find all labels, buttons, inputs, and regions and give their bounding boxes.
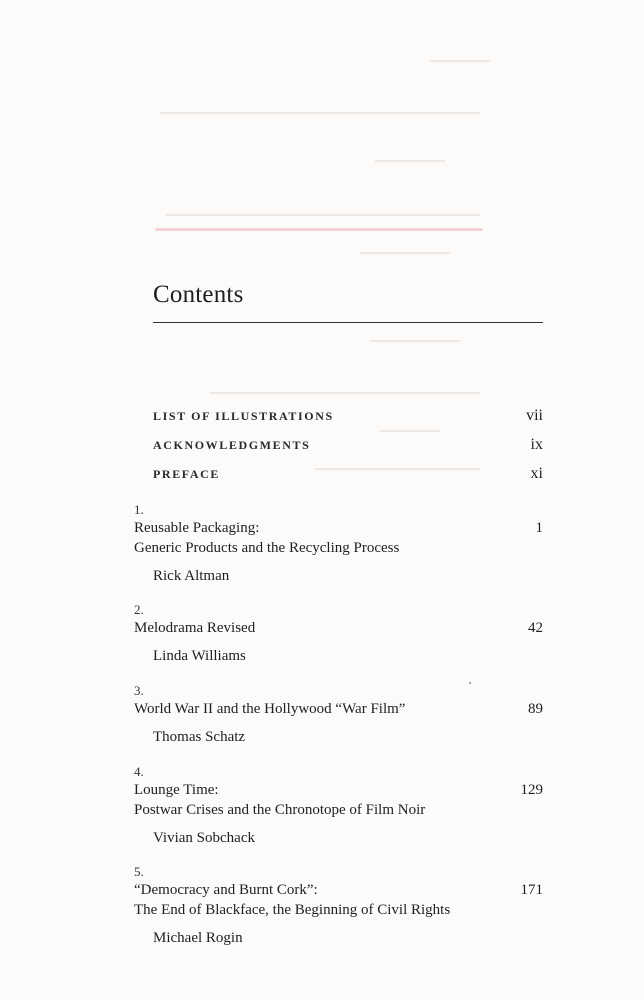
paper-speck xyxy=(469,682,471,684)
chapter-entry xyxy=(134,864,543,948)
chapter-title-line: Melodrama Revised xyxy=(134,620,256,636)
chapter-title xyxy=(134,699,543,719)
front-matter-row xyxy=(153,438,543,458)
chapter-number: 5. xyxy=(134,864,144,879)
bleed-through-line xyxy=(375,160,445,162)
chapter-page-number: 171 xyxy=(520,882,543,898)
chapter-author: Vivian Sobchack xyxy=(153,830,255,846)
front-matter-page: vii xyxy=(526,407,543,424)
bleed-through-line xyxy=(370,340,460,342)
chapter-title-line: Reusable Packaging: xyxy=(134,520,260,536)
front-matter-page: xi xyxy=(530,465,543,482)
title-rule xyxy=(153,322,543,323)
chapter-entry xyxy=(134,764,543,848)
chapter-author: Thomas Schatz xyxy=(153,729,246,745)
page-title: Contents xyxy=(153,281,244,308)
chapter-title-line: Postwar Crises and the Chronotope of Film Noir xyxy=(134,802,426,818)
chapter-number: 3. xyxy=(134,683,144,698)
chapter-title xyxy=(134,618,543,638)
front-matter-row xyxy=(153,467,543,487)
chapter-title xyxy=(134,518,543,558)
front-matter-page: ix xyxy=(530,436,543,453)
bleed-through-line xyxy=(160,112,480,114)
chapter-page-number: 1 xyxy=(535,520,543,536)
chapter-author: Rick Altman xyxy=(153,568,230,584)
chapter-number: 4. xyxy=(134,764,144,779)
chapter-title-line: The End of Blackface, the Beginning of Civil Rights xyxy=(134,902,451,918)
chapter-title-line: Generic Products and the Recycling Process xyxy=(134,540,400,556)
chapter-entry xyxy=(134,683,543,747)
front-matter-label: LIST OF ILLUSTRATIONS xyxy=(153,409,334,423)
chapter-page-number: 42 xyxy=(528,620,543,636)
bleed-through-line xyxy=(360,252,450,254)
front-matter-label: ACKNOWLEDGMENTS xyxy=(153,438,311,452)
bleed-through-line xyxy=(165,214,480,216)
chapter-entry xyxy=(134,602,543,666)
chapter-page-number: 89 xyxy=(528,701,543,717)
front-matter-label: PREFACE xyxy=(153,467,220,481)
chapter-title xyxy=(134,780,543,820)
bleed-through-line xyxy=(430,60,490,62)
chapter-author: Linda Williams xyxy=(153,648,246,664)
pink-highlight-mark xyxy=(155,228,483,231)
bleed-through-line xyxy=(380,430,440,432)
bleed-through-line xyxy=(210,392,480,394)
chapter-title xyxy=(134,880,543,920)
chapter-number: 2. xyxy=(134,602,144,617)
chapter-title-line: Lounge Time: xyxy=(134,782,219,798)
chapter-author: Michael Rogin xyxy=(153,930,243,946)
front-matter-row xyxy=(153,409,543,429)
chapter-number: 1. xyxy=(134,502,144,517)
chapter-title-line: “Democracy and Burnt Cork”: xyxy=(134,882,318,898)
chapter-title-line: World War II and the Hollywood “War Film” xyxy=(134,701,406,717)
chapter-entry xyxy=(134,502,543,586)
chapter-page-number: 129 xyxy=(520,782,543,798)
